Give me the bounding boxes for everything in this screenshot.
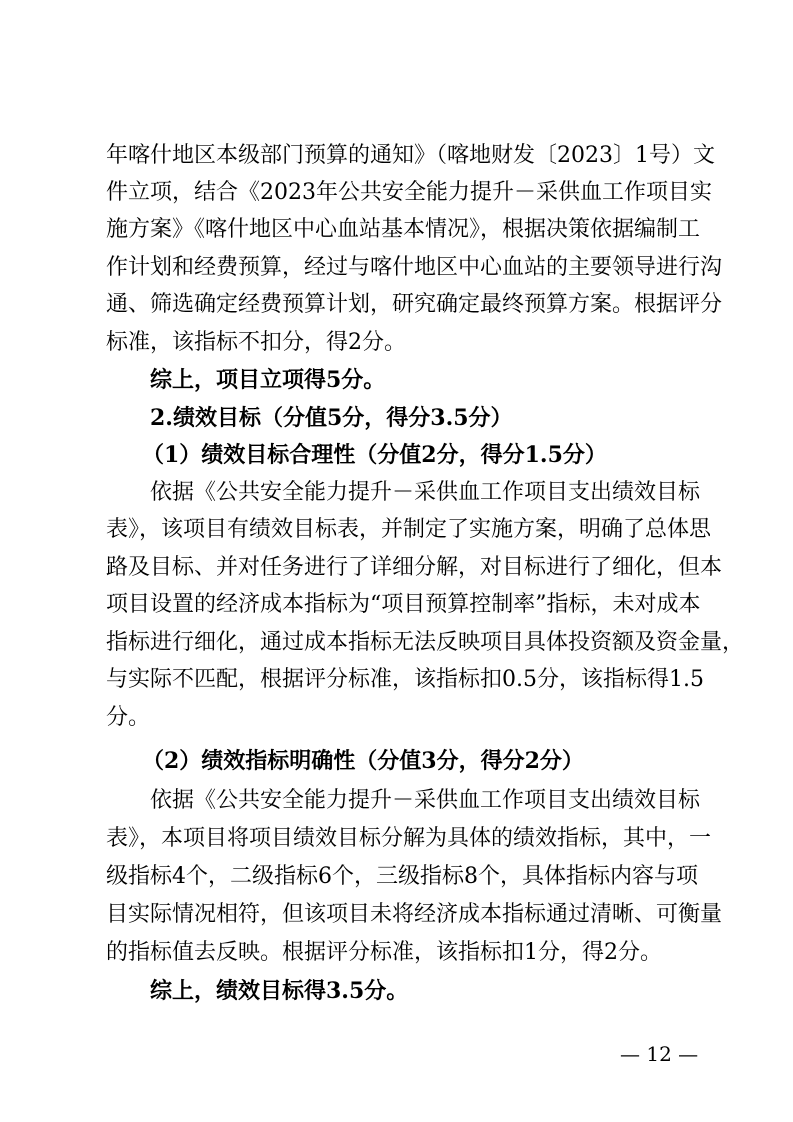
page-number: — 12 —: [620, 1042, 699, 1066]
paragraph-line: 项目设置的经济成本指标为“项目预算控制率”指标，未对成本: [106, 592, 701, 617]
subsection-heading: （1）绩效目标合理性（分值2分，得分1.5分）: [142, 442, 607, 468]
paragraph-line: 标准，该指标不扣分，得2分。: [106, 330, 406, 355]
paragraph-line: 表》，该项目有绩效目标表，并制定了实施方案，明确了总体思: [106, 517, 712, 542]
paragraph-line: 的指标值去反映。根据评分标准，该指标扣1分，得2分。: [106, 940, 662, 965]
paragraph-line: 件立项，结合《2023年公共安全能力提升－采供血工作项目实: [106, 180, 712, 205]
paragraph-line: 与实际不匹配，根据评分标准，该指标扣0.5分，该指标得1.5: [106, 667, 704, 692]
paragraph-line: 指标进行细化，通过成本指标无法反映项目具体投资额及资金量，: [106, 630, 745, 655]
paragraph-line: 级指标4个，二级指标6个，三级指标8个，具体指标内容与项: [106, 864, 698, 889]
paragraph-line: 分。: [106, 705, 151, 730]
paragraph-line: 依据《公共安全能力提升－采供血工作项目支出绩效目标: [150, 480, 701, 505]
paragraph-line: 依据《公共安全能力提升－采供血工作项目支出绩效目标: [150, 788, 701, 813]
paragraph-line: 年喀什地区本级部门预算的通知》（喀地财发〔2023〕1号）文: [106, 143, 715, 168]
summary-heading: 综上，绩效目标得3.5分。: [150, 978, 409, 1004]
subsection-heading: （2）绩效指标明确性（分值3分，得分2分）: [142, 748, 584, 774]
paragraph-line: 目实际情况相符，但该项目未将经济成本指标通过清晰、可衡量: [106, 902, 723, 927]
paragraph-line: 通、筛选确定经费预算计划，研究确定最终预算方案。根据评分: [106, 292, 723, 317]
paragraph-line: 路及目标、并对任务进行了详细分解，对目标进行了细化，但本: [106, 555, 723, 580]
paragraph-line: 施方案》《喀什地区中心血站基本情况》，根据决策依据编制工: [106, 217, 701, 242]
paragraph-line: 作计划和经费预算，经过与喀什地区中心血站的主要领导进行沟: [106, 255, 723, 280]
section-heading: 2.绩效目标（分值5分，得分3.5分）: [150, 405, 513, 431]
paragraph-line: 表》，本项目将项目绩效目标分解为具体的绩效指标，其中，一: [106, 826, 712, 851]
summary-heading: 综上，项目立项得5分。: [150, 367, 386, 393]
